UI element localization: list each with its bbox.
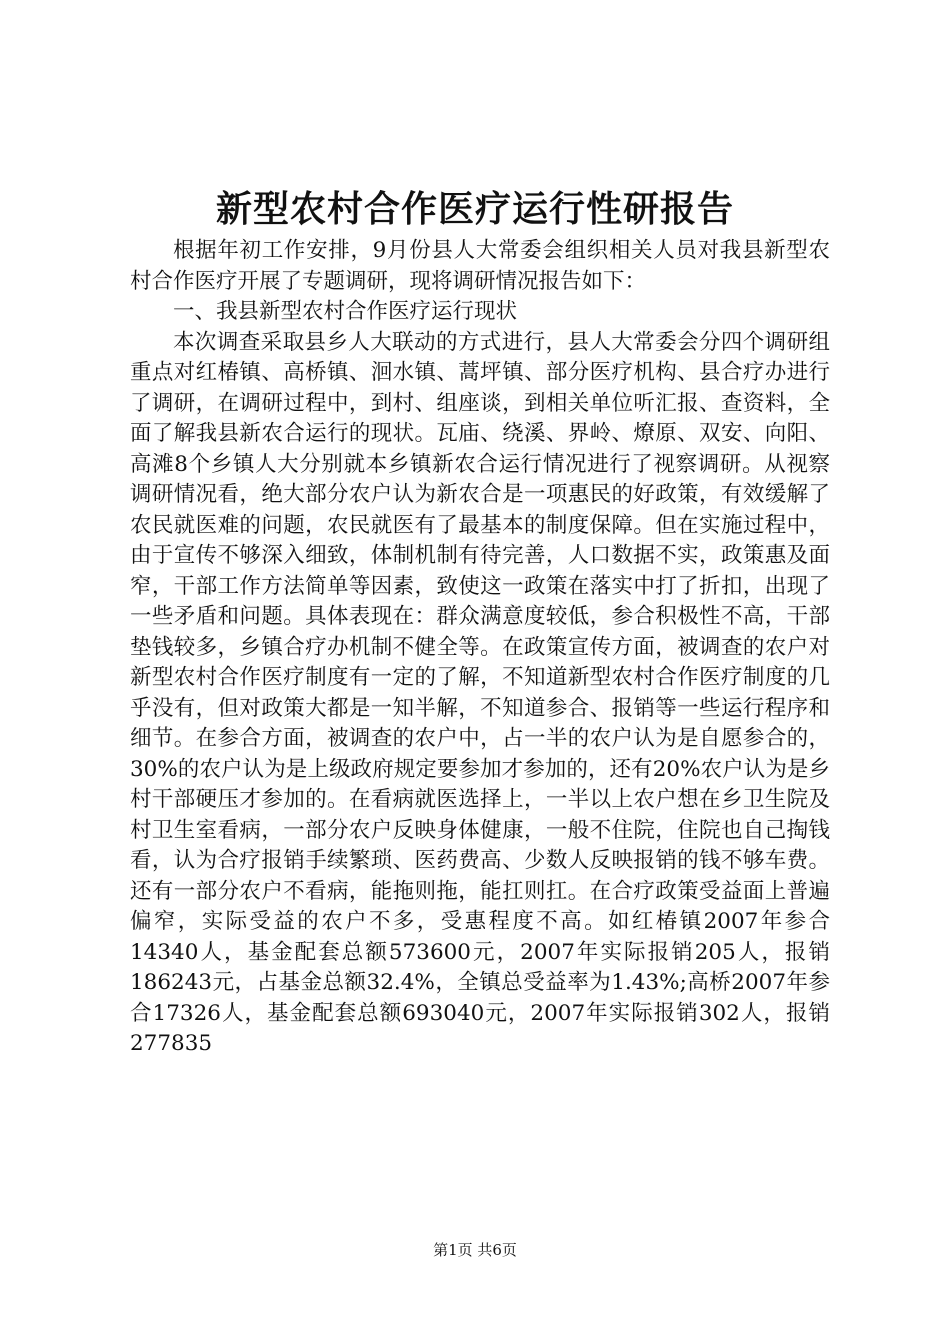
page-footer: 第1页 共6页 [433,1241,517,1259]
section-heading: 一、我县新型农村合作医疗运行现状 [173,299,518,324]
intro-paragraph: 根据年初工作安排，9月份县人大常委会组织相关人员对我县新型农村合作医疗开展了专题调研，现将调研情况报告如下： [130,238,830,294]
body-paragraph: 本次调查采取县乡人大联动的方式进行，县人大常委会分四个调研组重点对红椿镇、高桥镇、洄水镇、蒿坪镇、部分医疗机构、县合疗办进行了调研，在调研过程中，到村、组座谈，到相关单位听汇报、查资料，全面了解我县新农合运行的现状。瓦庙、绕溪、界岭、燎原、双安、向阳、高滩8个乡镇人大分别就本乡镇新农合运行情况进行了视察调研。从视察调研情况看，绝大部分农户认为新农合是一项惠民的好政策，有效缓解了农民就医难的问题，农民就医有了最基本的制度保障。但在实施过程中，由于宣传不够深入细致，体制机制有待完善，人口数据不实，政策惠及面窄，干部工作方法简单等因素，致使这一政策在落实中打了折扣，出现了一些矛盾和问题。具体表现在：群众满意度较低，参合积极性不高，干部垫钱较多，乡镇合疗办机制不健全等。在政策宣传方面，被调查的农户对新型农村合作医疗制度有一定的了解，不知道新型农村合作医疗制度的几乎没有，但对政策大都是一知半解，不知道参合、报销等一些运行程序和细节。在参合方面，被调查的农户中，占一半的农户认为是自愿参合的，30%的农户认为是上级政府规定要参加才参加的，还有20%农户认为是乡村干部硬压才参加的。在看病就医选择上，一半以上农户想在乡卫生院及村卫生室看病，一部分农户反映身体健康，一般不住院，住院也自己掏钱看，认为合疗报销手续繁琐、医药费高、少数人反映报销的钱不够车费。还有一部分农户不看病，能拖则拖，能扛则扛。在合疗政策受益面上普遍偏窄，实际受益的农户不多，受惠程度不高。如红椿镇2007年参合14340人，基金配套总额573600元，2007年实际报销205人，报销186243元，占基金总额32.4%，全镇总受益率为1.43%;高桥2007年参合17326人，基金配套总额693040元，2007年实际报销302人，报销277835 [130,329,830,1056]
document-body [130,236,830,1060]
document-title: 新型农村合作医疗运行性研报告 [215,188,734,230]
